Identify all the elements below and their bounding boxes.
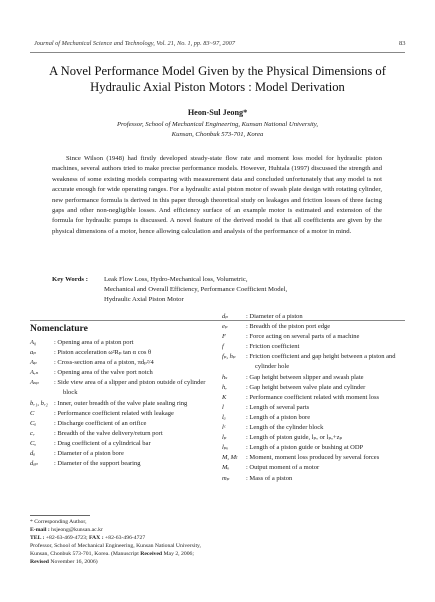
keywords-line-1: Leak Flow Loss, Hydro-Mechanical loss, Volumetric, <box>104 276 248 284</box>
paper-title <box>20 63 415 95</box>
nomenclature-symbol: Cₐ <box>30 419 37 427</box>
title-line-1: A Novel Performance Model Given by the Physical Dimensions of <box>49 64 386 78</box>
revised-date: November 16, 2006) <box>50 558 98 565</box>
nomenclature-symbol: hₛ <box>222 373 228 381</box>
corresponding-author-footnote <box>30 519 212 566</box>
nomenclature-entry <box>222 433 408 443</box>
nomenclature-symbol: lₐ <box>222 413 226 421</box>
nomenclature-entry <box>222 373 408 383</box>
nomenclature-entry <box>222 393 408 403</box>
nomenclature-definition: : Performance coefficient related with leakage <box>54 409 174 417</box>
nomenclature-symbol: M, Mₗ <box>222 454 238 462</box>
nomenclature-definition: : Drag coefficient of a cylindrical bar <box>54 439 151 447</box>
nomenclature-definition: : Friction coefficient and gap height between a piston and cylinder hole <box>246 353 396 371</box>
nomenclature-symbol: Aᵥₙ <box>30 369 39 377</box>
received-date: May 2, 2006; <box>163 550 194 557</box>
nomenclature-symbol: lₚ <box>222 434 227 442</box>
nomenclature-definition: : Force acting on several parts of a machine <box>246 333 360 341</box>
nomenclature-entry <box>30 348 210 358</box>
nomenclature-entry <box>222 383 408 393</box>
received-label: Received <box>140 550 163 557</box>
nomenclature-symbol: lₚₒ <box>222 444 229 452</box>
affiliation-line-1: Professor, School of Mechanical Engineering, Kunsan National University, <box>116 121 319 128</box>
nomenclature-entry <box>30 338 210 348</box>
nomenclature-entry <box>222 453 408 463</box>
keywords-line-2: Mechanical and Overall Efficiency, Performance Coefficient Model, <box>104 286 288 294</box>
nomenclature-definition: : Breadth of the piston port edge <box>246 323 331 331</box>
footnote-star-line: * Corresponding Author, <box>30 519 87 525</box>
nomenclature-definition: : Friction coefficient <box>246 343 300 351</box>
tel-value: +82-63-469-4723; <box>45 534 88 541</box>
nomenclature-entry <box>30 358 210 368</box>
nomenclature-entry <box>222 443 408 453</box>
nomenclature-definition: : Length of the cylinder block <box>246 424 324 432</box>
nomenclature-left-column <box>30 338 210 469</box>
nomenclature-symbol: lᶜ <box>222 424 226 432</box>
nomenclature-symbol: l <box>222 403 224 411</box>
footnote-address: Professor, School of Mechanical Engineering, Kunsan National University, Kunsan, Chonbuk 573-701, Korea. (Manuscript <box>30 542 201 557</box>
nomenclature-entry <box>222 312 408 322</box>
nomenclature-symbol: fₚ, hₚ <box>222 353 236 361</box>
author-name: Heon-Sul Jeong* <box>187 108 248 117</box>
nomenclature-entry <box>222 474 408 484</box>
nomenclature-definition: : Length of a piston guide or bushing at ODP <box>246 444 364 452</box>
nomenclature-definition: : Inner, outer breadth of the valve plate sealing ring <box>54 399 188 407</box>
nomenclature-symbol: C <box>30 409 35 417</box>
footnote-divider <box>30 515 90 516</box>
nomenclature-symbol: f <box>222 343 224 351</box>
fax-value: +82-63-496-4727 <box>105 534 146 541</box>
nomenclature-symbol: F <box>222 333 226 341</box>
nomenclature-definition: : Gap height between valve plate and cylinder <box>246 383 366 391</box>
nomenclature-symbol: dₐ <box>30 450 36 458</box>
nomenclature-entry <box>222 342 408 352</box>
nomenclature-definition: : Diameter of the support bearing <box>54 460 141 468</box>
nomenclature-symbol: aₚ <box>30 349 36 357</box>
nomenclature-symbol: eₚ <box>222 323 228 331</box>
nomenclature-entry <box>30 419 210 429</box>
nomenclature-entry <box>30 409 210 419</box>
email-value: hsjeong@kunsan.ac.kr <box>51 526 103 533</box>
nomenclature-entry <box>30 429 210 439</box>
keywords <box>52 275 382 306</box>
nomenclature-definition: : Diameter of a piston <box>246 313 303 320</box>
email-label: E-mail : <box>30 526 50 533</box>
keywords-list <box>52 275 382 306</box>
revised-label: Revised <box>30 558 49 565</box>
header-divider <box>30 52 405 53</box>
nomenclature-symbol: A₀ <box>30 339 37 346</box>
fax-label: FAX : <box>89 534 104 541</box>
nomenclature-entry <box>222 352 408 372</box>
title-line-2: Hydraulic Axial Piston Motors : Model Derivation <box>90 80 345 94</box>
nomenclature-definition: : Moment, moment loss produced by several forces <box>246 454 380 462</box>
nomenclature-entry <box>30 378 210 398</box>
nomenclature-heading: Nomenclature <box>30 323 88 334</box>
nomenclature-entry <box>222 332 408 342</box>
nomenclature-entry <box>222 413 408 423</box>
nomenclature-symbol: Aₚ <box>30 359 37 367</box>
nomenclature-symbol: mₚ <box>222 474 230 482</box>
nomenclature-symbol: Cᵤ <box>30 439 37 447</box>
keywords-label: Key Words : <box>52 276 88 283</box>
nomenclature-symbol: Aₛₚ <box>30 379 39 387</box>
nomenclature-definition: : Length of several parts <box>246 403 310 411</box>
nomenclature-entry <box>222 403 408 413</box>
nomenclature-definition: : Discharge coefficient of an orifice <box>54 419 147 427</box>
nomenclature-definition: : Opening area of the valve port notch <box>54 369 153 377</box>
nomenclature-symbol: cᵥ <box>30 429 35 437</box>
nomenclature-entry <box>30 459 210 469</box>
nomenclature-definition: : Performance coefficient related with moment loss <box>246 393 380 401</box>
nomenclature-definition: : Breadth of the valve delivery/return port <box>54 429 163 437</box>
nomenclature-entry <box>222 423 408 433</box>
nomenclature-right-column <box>222 312 408 484</box>
nomenclature-entry <box>30 449 210 459</box>
nomenclature-definition: : Length of a piston bore <box>246 413 311 421</box>
nomenclature-entry <box>30 368 210 378</box>
abstract: Since Wilson (1948) had firstly developed steady-state flow rate and moment loss model for hydraulic piston machines, several authors tried to make precise performance models. However, Huhtala (1997) discussed the strength and weakness of some existing models comparing with measurement data and concluded unfortunately that any model is not accurate enough for wide operating ranges. For a hydraulic axial piston motor of swash plate design with rotating cylinder, new performance formula is derived in this paper through theoretical study on leakages and friction losses of three facing gaps and other non-negligible losses. And efficiency surface of an example motor is estimated and extension of the formula for hydraulic pumps is discussed. A novel feature of the derived model is that all coefficients are given by the physical dimensions of a motor, hence allowing calculation and analysis of the performance of a motor in mind. <box>52 155 382 235</box>
nomenclature-symbol: bᵥ₁, bᵥ₂ <box>30 399 48 407</box>
nomenclature-symbol: hᵥ <box>222 383 228 391</box>
nomenclature-definition: : Gap height between slipper and swash plate <box>246 373 364 381</box>
page-number: 83 <box>399 40 406 47</box>
nomenclature-entry <box>222 463 408 473</box>
nomenclature-definition: : Length of piston guide, lₚₒ or lₚₒ+zₚ <box>246 434 343 442</box>
keywords-line-3: Hydraulic Axial Piston Motor <box>104 296 184 304</box>
nomenclature-symbol: Mₒ <box>222 464 230 472</box>
nomenclature-definition: : Cross-section area of a piston, πdₚ²/4 <box>54 359 154 367</box>
journal-citation: Journal of Mechanical Science and Technology, Vol. 21, No. 1, pp. 83~97, 2007 <box>34 40 235 47</box>
nomenclature-definition: : Opening area of a piston port <box>54 339 134 346</box>
nomenclature-definition: : Side view area of a slipper and piston outside of cylinder block <box>54 379 206 397</box>
nomenclature-symbol: dₐₚ <box>30 460 38 468</box>
nomenclature-symbol: dₚ <box>222 313 228 320</box>
nomenclature-definition: : Mass of a piston <box>246 474 293 482</box>
affiliation-line-2: Kunsan, Chonbuk 573-701, Korea <box>171 130 264 138</box>
author-affiliation <box>20 120 415 139</box>
nomenclature-definition: : Piston acceleration ω²Rₚ tan α cos θ <box>54 349 152 357</box>
nomenclature-entry <box>30 399 210 409</box>
nomenclature-entry <box>222 322 408 332</box>
tel-label: TEL : <box>30 534 45 541</box>
nomenclature-definition: : Output moment of a motor <box>246 464 320 472</box>
nomenclature-entry <box>30 439 210 449</box>
nomenclature-definition: : Diameter of a piston bore <box>54 450 124 458</box>
nomenclature-symbol: K <box>222 393 227 401</box>
